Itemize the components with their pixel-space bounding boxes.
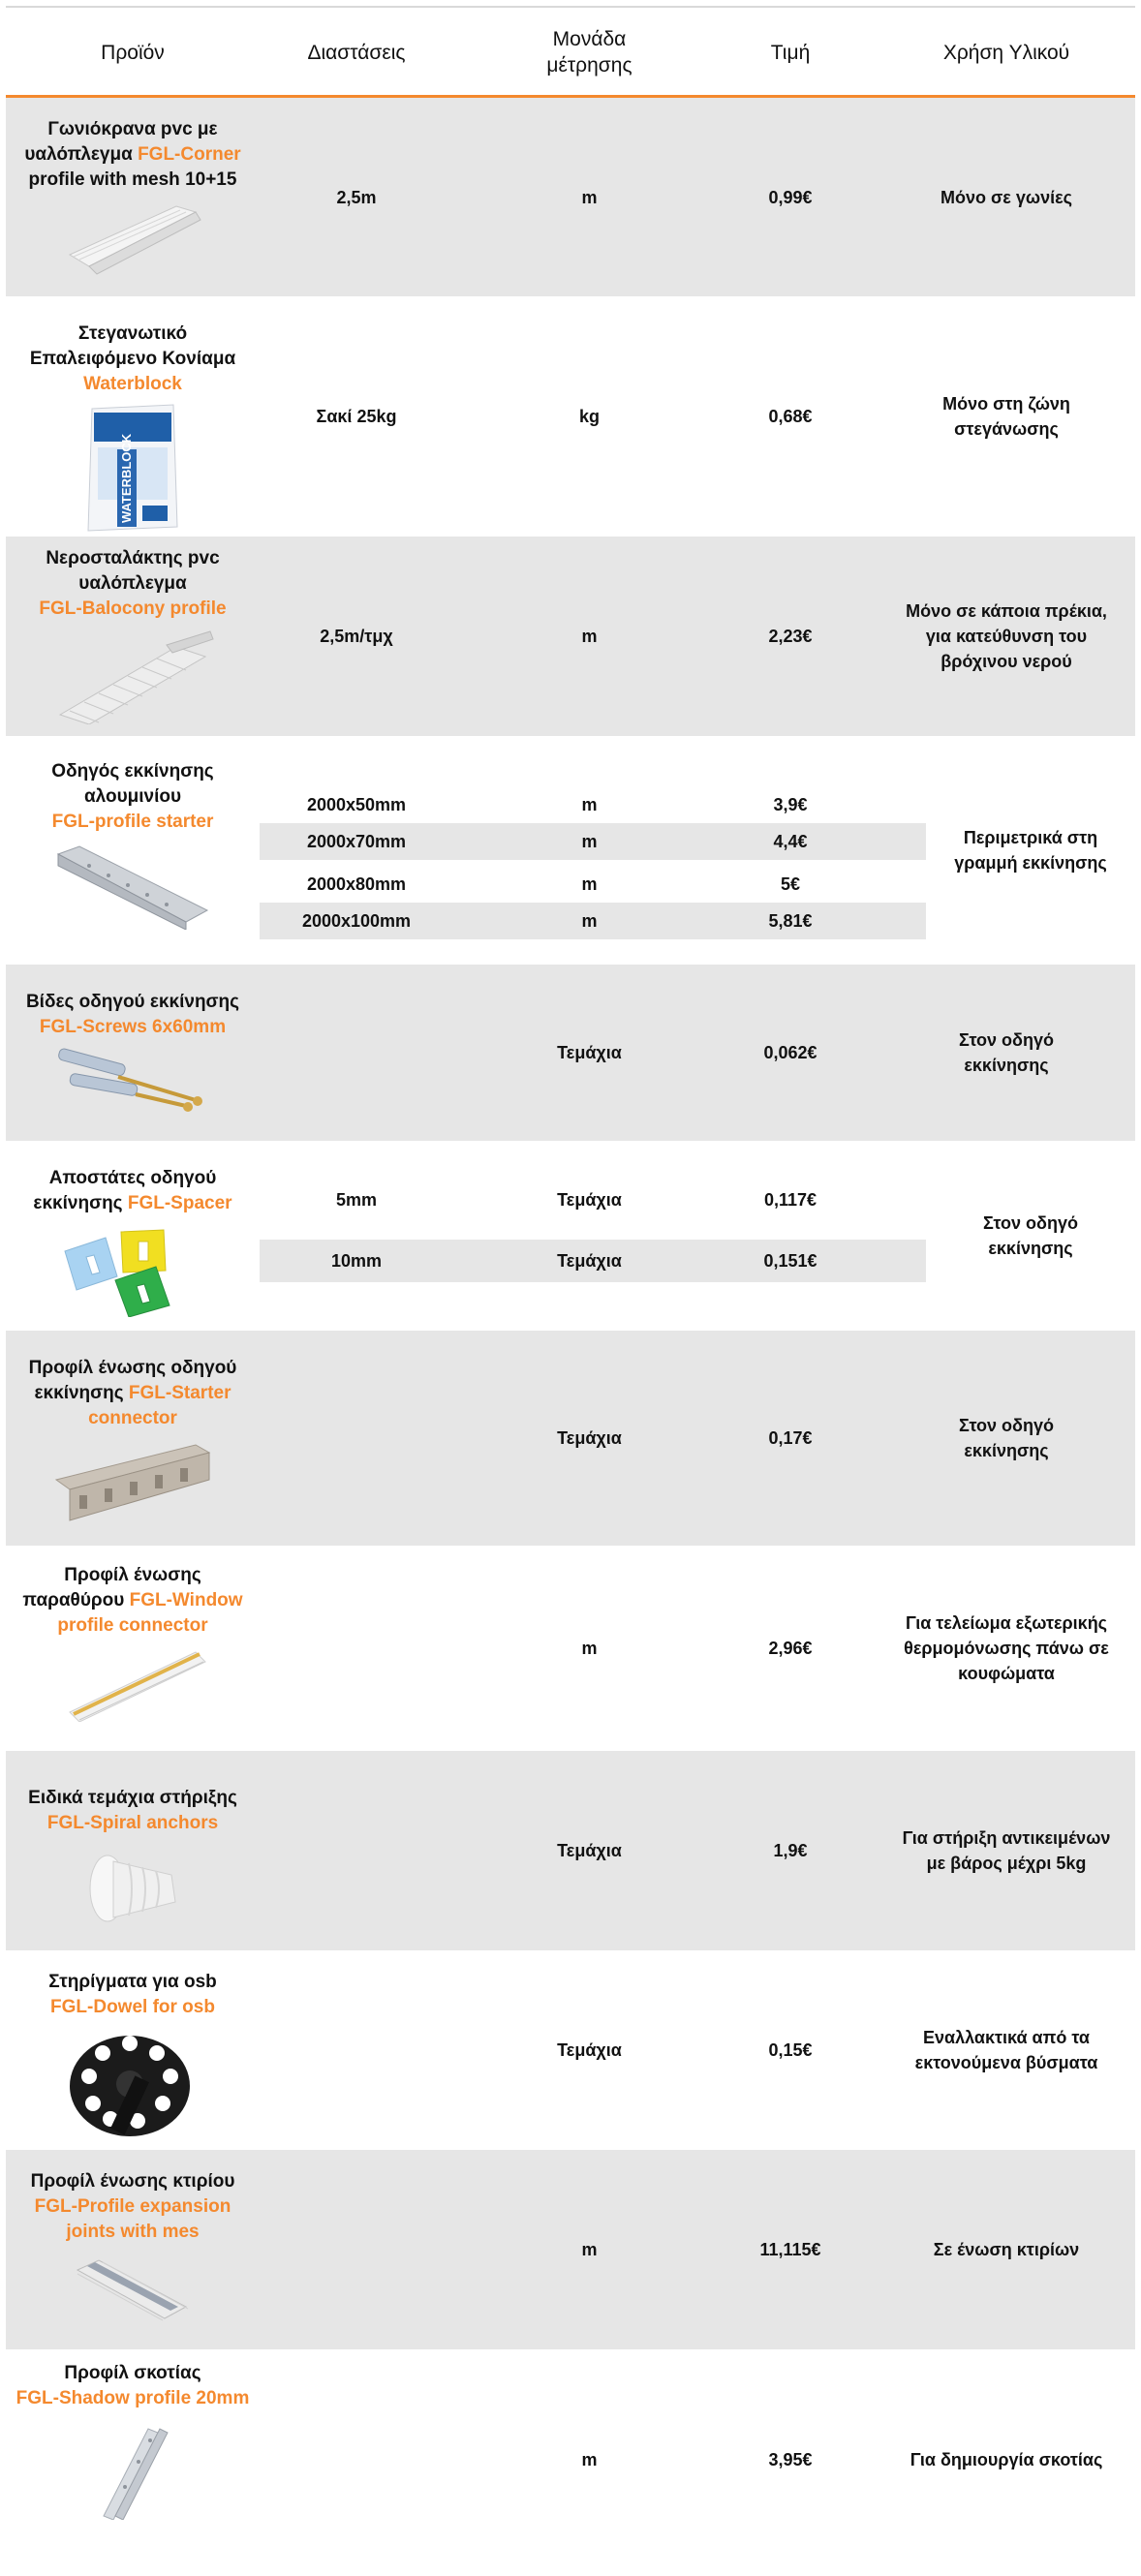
- header-price: Τιμή: [770, 41, 811, 64]
- product-cell: [6, 1546, 260, 1722]
- product-name: εκκίνησης: [34, 1383, 124, 1403]
- expansion-joint-image: [70, 2251, 196, 2324]
- product-code: connector: [88, 1408, 177, 1428]
- product-name: profile with mesh 10+15: [28, 169, 237, 190]
- window-connector-image: [50, 1644, 215, 1722]
- unit-cell: Τεμάχια: [557, 1190, 622, 1210]
- product-cell: [6, 296, 260, 535]
- usage-cell: Μόνο σε γωνίες: [941, 187, 1072, 207]
- product-code: profile connector: [57, 1615, 208, 1636]
- dimensions-cell: 2,5m: [336, 187, 377, 207]
- product-name: εκκίνησης: [33, 1193, 123, 1213]
- header-usage: Χρήση Υλικού: [942, 41, 1070, 64]
- usage-text: Για τελείωμα εξωτερικής: [905, 1613, 1108, 1633]
- usage-cell: [878, 296, 1135, 537]
- unit-cell: m: [581, 1639, 598, 1658]
- table-row: [6, 1331, 1135, 1546]
- unit-cell: m: [581, 2450, 598, 2469]
- product-code: FGL-Screws 6x60mm: [39, 1017, 227, 1037]
- price-cell: 1,9€: [773, 1841, 808, 1860]
- usage-text: εκκίνησης: [964, 1441, 1049, 1460]
- variant-row: [260, 823, 926, 860]
- product-name: Γωνιόκρανα pvc με: [47, 119, 218, 139]
- usage-cell: [926, 1141, 1135, 1331]
- variant-row: [260, 1240, 926, 1282]
- spacers-image: [55, 1222, 210, 1317]
- drip-profile-image: [50, 628, 215, 724]
- usage-cell: Σε ένωση κτιρίων: [933, 2240, 1080, 2259]
- price-cell: 3,95€: [768, 2450, 813, 2469]
- usage-text: Στον οδηγό: [959, 1416, 1054, 1435]
- unit-cell: m: [581, 795, 598, 814]
- product-name: Ειδικά τεμάχια στήριξης: [28, 1788, 237, 1808]
- product-name: Προφίλ σκοτίας: [64, 2363, 201, 2383]
- unit-cell: m: [581, 2240, 598, 2259]
- table-row: [6, 2349, 1135, 2570]
- price-cell: 0,15€: [768, 2040, 813, 2060]
- table-row: [6, 98, 1135, 296]
- product-name: Προφίλ ένωσης οδηγού: [28, 1358, 237, 1378]
- product-code: FGL-Starter: [128, 1383, 231, 1403]
- variant-row: [260, 786, 926, 823]
- usage-text: Στον οδηγό: [983, 1213, 1078, 1233]
- screws-image: [50, 1046, 215, 1114]
- table-row: [6, 1141, 1135, 1331]
- usage-text: Στον οδηγό: [959, 1030, 1054, 1050]
- product-name: υαλόπλεγμα: [78, 573, 187, 594]
- header-product: Προϊόν: [101, 41, 165, 64]
- product-name: Βίδες οδηγού εκκίνησης: [25, 992, 240, 1012]
- usage-cell: [878, 1751, 1135, 1950]
- variant-row: [260, 1181, 926, 1218]
- table-row: [6, 296, 1135, 537]
- price-cell: 2,23€: [768, 627, 813, 646]
- product-cell: [6, 2150, 260, 2324]
- product-name: Οδηγός εκκίνησης: [51, 761, 214, 782]
- product-code: FGL-Dowel for osb: [50, 1997, 215, 2017]
- dimensions-cell: 2,5m/τμχ: [320, 627, 393, 646]
- product-name: Προφίλ ένωσης: [64, 1565, 201, 1585]
- product-cell: [6, 736, 260, 930]
- price-cell: 0,117€: [763, 1190, 817, 1210]
- product-name: παραθύρου: [22, 1590, 125, 1610]
- price-cell: 11,115€: [759, 2240, 821, 2259]
- price-cell: 0,17€: [768, 1428, 813, 1448]
- usage-text: εκκίνησης: [964, 1056, 1049, 1075]
- header-dimensions: Διαστάσεις: [307, 41, 406, 64]
- usage-text: Μόνο σε κάποια πρέκια,: [906, 601, 1107, 621]
- dimensions-cell: 2000x100mm: [301, 911, 412, 931]
- usage-cell: [878, 1950, 1135, 2150]
- usage-text: με βάρος μέχρι 5kg: [926, 1854, 1087, 1873]
- dimensions-cell: 2000x50mm: [306, 795, 407, 814]
- waterblock-bag-image: [75, 399, 191, 535]
- product-cell: [6, 1331, 260, 1524]
- price-cell: 4,4€: [773, 832, 808, 851]
- corner-profile-image: [60, 199, 205, 276]
- table-row: [6, 537, 1135, 736]
- unit-cell: m: [581, 874, 598, 894]
- product-code: FGL-Spiral anchors: [46, 1813, 219, 1833]
- variant-row: [260, 903, 926, 939]
- product-cell: [6, 2349, 260, 2520]
- product-cell: [6, 1141, 260, 1317]
- header-unit: Μονάδα μέτρησης: [546, 28, 632, 77]
- usage-text: Εναλλακτικά από τα: [923, 2028, 1090, 2047]
- product-code: FGL-Corner: [138, 144, 241, 165]
- unit-cell: m: [581, 187, 598, 207]
- product-code: FGL-Window: [129, 1590, 243, 1610]
- unit-cell: Τεμάχια: [557, 1043, 622, 1062]
- product-name: Αποστάτες οδηγού: [48, 1168, 217, 1188]
- product-name: Προφίλ ένωσης κτιρίου: [30, 2171, 235, 2192]
- usage-text: Μόνο στη ζώνη: [942, 394, 1070, 414]
- table-row: [6, 965, 1135, 1141]
- shadow-profile-image: [75, 2423, 191, 2520]
- product-cell: [6, 1950, 260, 2142]
- unit-cell: Τεμάχια: [557, 1841, 622, 1860]
- usage-text: εκκίνησης: [988, 1239, 1073, 1258]
- product-code: FGL-profile starter: [51, 812, 214, 832]
- usage-text: Περιμετρικά στη: [963, 828, 1098, 847]
- product-name: αλουμινίου: [83, 786, 182, 807]
- product-cell: [6, 537, 260, 724]
- product-code: FGL-Shadow profile 20mm: [15, 2388, 250, 2408]
- spiral-anchor-image: [75, 1842, 191, 1935]
- table-row: [6, 1950, 1135, 2150]
- usage-cell: [878, 965, 1135, 1141]
- usage-text: θερμομόνωσης πάνω σε: [904, 1639, 1109, 1658]
- starter-profile-image: [50, 841, 215, 930]
- price-cell: 0,062€: [763, 1043, 817, 1062]
- dimensions-cell: 10mm: [330, 1251, 383, 1271]
- product-name: Στηρίγματα για osb: [48, 1972, 217, 1992]
- price-cell: 0,151€: [763, 1251, 817, 1271]
- price-cell: 0,99€: [768, 187, 813, 207]
- product-code: joints with mes: [66, 2222, 200, 2242]
- product-code: FGL-Balocony profile: [39, 598, 227, 619]
- unit-cell: Τεμάχια: [557, 1251, 622, 1271]
- unit-cell: m: [581, 911, 598, 931]
- product-cell: [6, 98, 260, 276]
- usage-cell: [926, 736, 1135, 965]
- usage-text: κουφώματα: [958, 1664, 1055, 1683]
- waterblock-bag-label: WATERBLOCK: [119, 433, 134, 523]
- table-row: [6, 1546, 1135, 1751]
- unit-cell: Τεμάχια: [557, 1428, 622, 1448]
- product-name: υαλόπλεγμα: [24, 144, 133, 165]
- usage-text: Για στήριξη αντικειμένων: [902, 1828, 1111, 1848]
- osb-dowel-image: [60, 2026, 205, 2142]
- price-cell: 5,81€: [768, 911, 813, 931]
- product-name: Στεγανωτικό: [77, 323, 188, 344]
- usage-cell: [878, 537, 1135, 736]
- dimensions-cell: Σακί 25kg: [316, 407, 397, 426]
- price-cell: 2,96€: [768, 1639, 813, 1658]
- dimensions-cell: 2000x80mm: [306, 874, 407, 894]
- usage-text: για κατεύθυνση του: [925, 627, 1088, 646]
- variant-row: [260, 866, 926, 903]
- price-cell: 5€: [780, 874, 801, 894]
- usage-cell: [878, 1331, 1135, 1546]
- usage-cell: Για δημιουργία σκοτίας: [910, 2450, 1103, 2469]
- unit-cell: m: [581, 627, 598, 646]
- dimensions-cell: 5mm: [335, 1190, 378, 1210]
- table-row: [6, 2150, 1135, 2349]
- top-border: [6, 6, 1135, 8]
- usage-text: γραμμή εκκίνησης: [954, 853, 1107, 873]
- unit-cell: m: [581, 832, 598, 851]
- product-name: Επαλειφόμενο Κονίαμα: [29, 349, 236, 369]
- product-code: FGL-Profile expansion: [34, 2196, 231, 2217]
- unit-cell: kg: [578, 407, 600, 426]
- unit-cell: Τεμάχια: [557, 2040, 622, 2060]
- price-cell: 0,68€: [768, 407, 813, 426]
- product-name: Νεροσταλάκτης pvc: [46, 548, 220, 568]
- usage-text: εκτονούμενα βύσματα: [914, 2053, 1098, 2072]
- usage-text: στεγάνωσης: [954, 419, 1059, 439]
- usage-cell: [878, 1546, 1135, 1751]
- usage-text: βρόχινου νερού: [941, 652, 1072, 671]
- dimensions-cell: 2000x70mm: [306, 832, 407, 851]
- product-code: Waterblock: [83, 374, 182, 394]
- table-row: [6, 1751, 1135, 1950]
- table-row: [6, 736, 1135, 965]
- table-header: [6, 10, 1135, 98]
- product-code: FGL-Spacer: [127, 1193, 232, 1213]
- price-cell: 3,9€: [773, 795, 808, 814]
- product-cell: [6, 1751, 260, 1935]
- product-cell: [6, 965, 260, 1114]
- starter-connector-image: [50, 1437, 215, 1524]
